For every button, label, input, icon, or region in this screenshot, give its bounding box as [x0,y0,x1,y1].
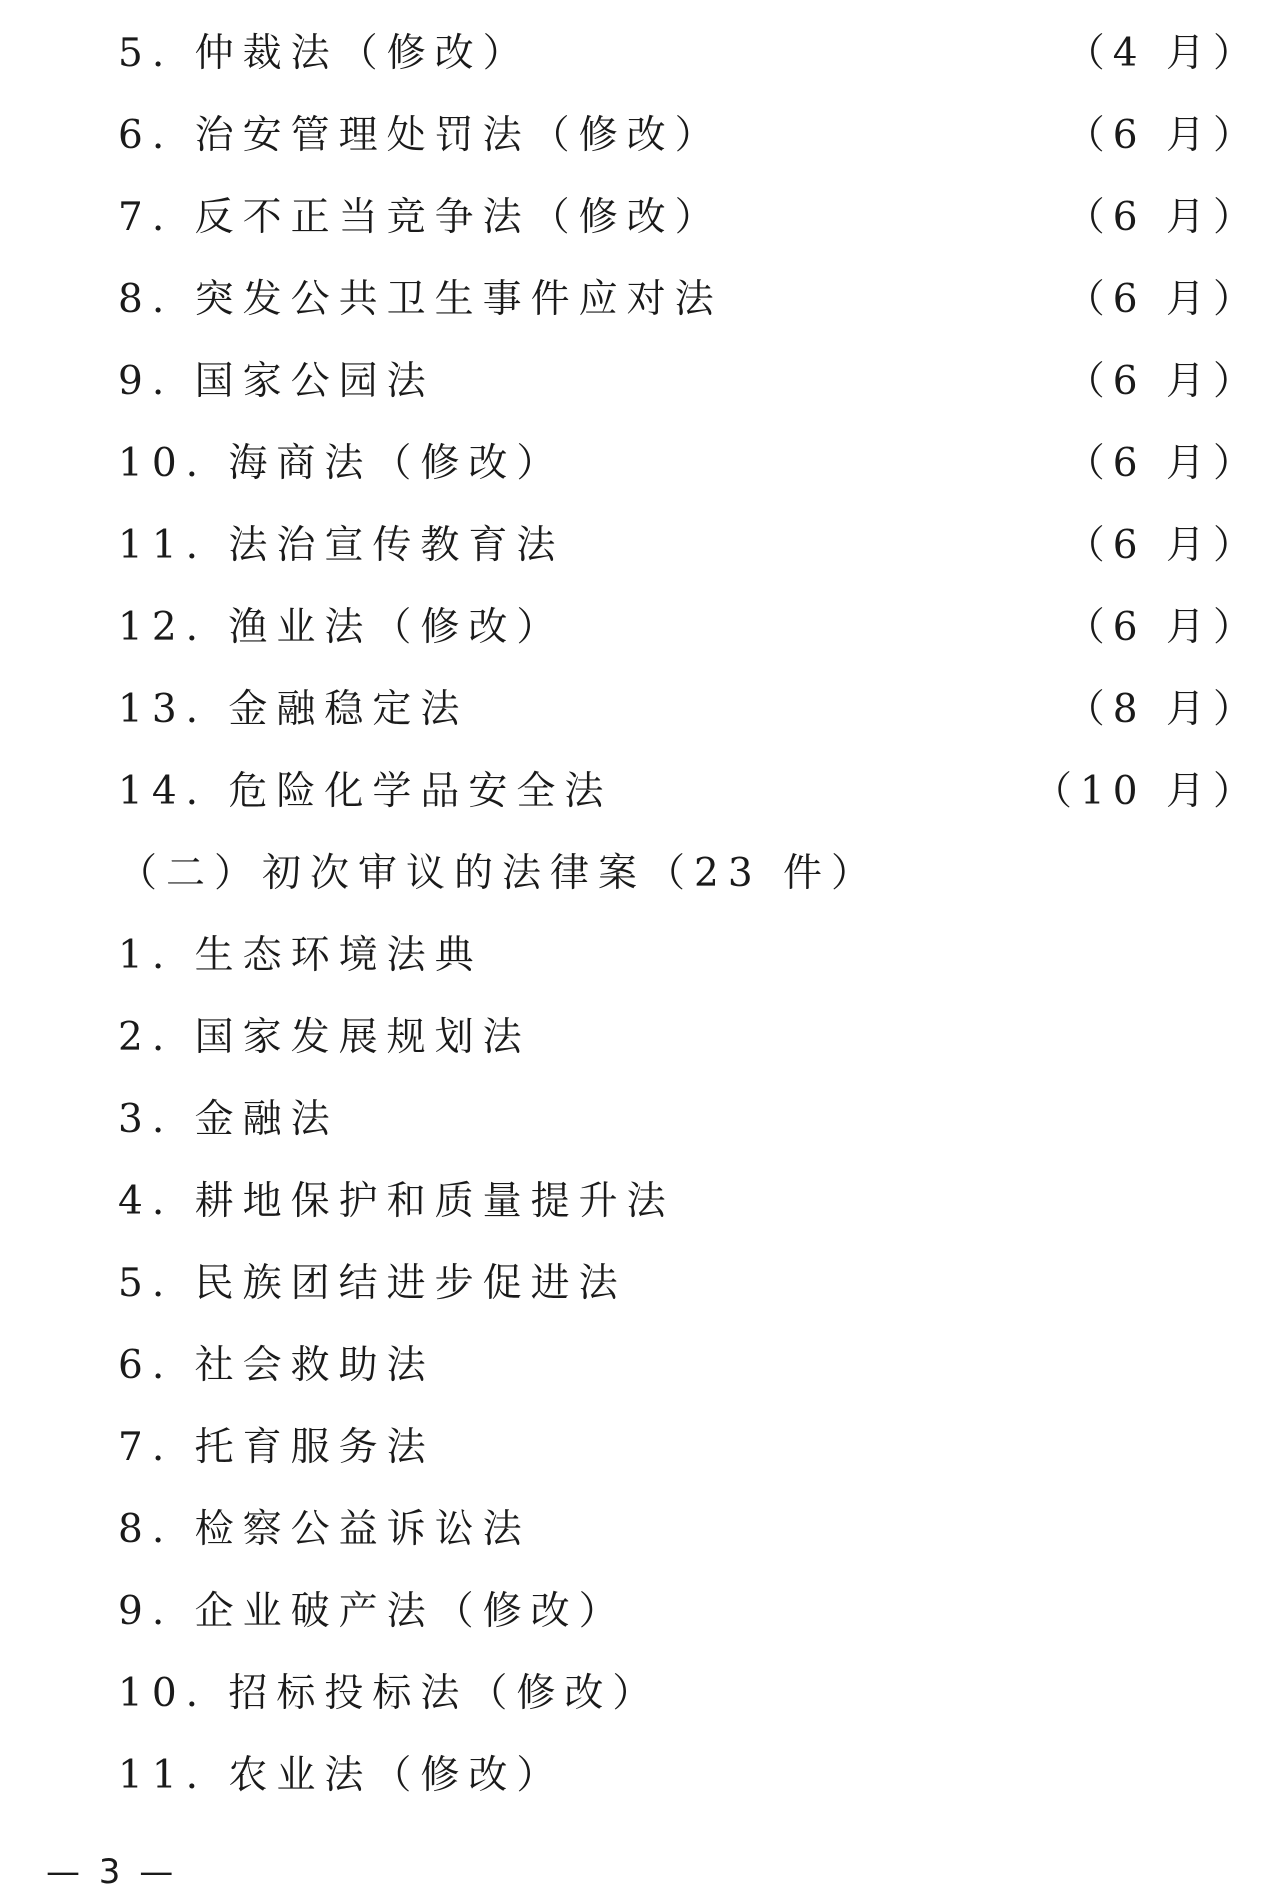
law-item [118,266,1260,326]
list-item-label: 9. 企业破产法（修改） [118,1589,627,1634]
list-item [118,1660,1260,1720]
law-item [118,184,1260,244]
law-item [118,758,1260,818]
law-item-month: （6 月） [1065,605,1260,650]
law-item-month: （6 月） [1065,441,1260,486]
law-item-month: （6 月） [1065,359,1260,404]
law-item-label: 11. 法治宣传教育法 [118,523,565,568]
law-item-month: （6 月） [1065,113,1260,158]
law-item-month: （6 月） [1065,277,1260,322]
list-item-label: 5. 民族团结进步促进法 [118,1261,627,1306]
list-item-label: 3. 金融法 [118,1097,339,1142]
law-item-label: 13. 金融稳定法 [118,687,469,732]
list-item-label: 6. 社会救助法 [118,1343,435,1388]
law-item-label: 10. 海商法（修改） [118,441,565,486]
law-item [118,676,1260,736]
law-item-label: 14. 危险化学品安全法 [118,769,613,814]
law-item [118,20,1260,80]
law-item [118,348,1260,408]
list-item-label: 11. 农业法（修改） [118,1753,565,1798]
law-item-label: 12. 渔业法（修改） [118,605,565,650]
list-item-label: 4. 耕地保护和质量提升法 [118,1179,675,1224]
law-item [118,102,1260,162]
section-heading: （二）初次审议的法律案（23 件） [118,851,880,896]
list-item-label: 7. 托育服务法 [118,1425,435,1470]
page-number: — 3 — [46,1852,178,1892]
law-item-month: （6 月） [1065,523,1260,568]
law-item [118,512,1260,572]
law-item [118,594,1260,654]
law-item [118,430,1260,490]
law-item-label: 7. 反不正当竞争法（修改） [118,195,723,240]
list-item [118,1742,1260,1802]
law-item-label: 8. 突发公共卫生事件应对法 [118,277,723,322]
law-item-label: 9. 国家公园法 [118,359,435,404]
list-item-label: 1. 生态环境法典 [118,933,483,978]
law-item-month: （10 月） [1032,769,1260,814]
list-item [118,1578,1260,1638]
list-item-label: 8. 检察公益诉讼法 [118,1507,531,1552]
list-item [118,922,1260,982]
law-item-label: 6. 治安管理处罚法（修改） [118,113,723,158]
list-item [118,1250,1260,1310]
list-item [118,1086,1260,1146]
law-item-month: （4 月） [1065,31,1260,76]
list-item [118,1414,1260,1474]
law-item-label: 5. 仲裁法（修改） [118,31,531,76]
list-item-label: 10. 招标投标法（修改） [118,1671,661,1716]
law-item-month: （6 月） [1065,195,1260,240]
list-item [118,1168,1260,1228]
list-item-label: 2. 国家发展规划法 [118,1015,531,1060]
list-item [118,1332,1260,1392]
law-item-month: （8 月） [1065,687,1260,732]
list-item [118,1496,1260,1556]
list-item [118,1004,1260,1064]
